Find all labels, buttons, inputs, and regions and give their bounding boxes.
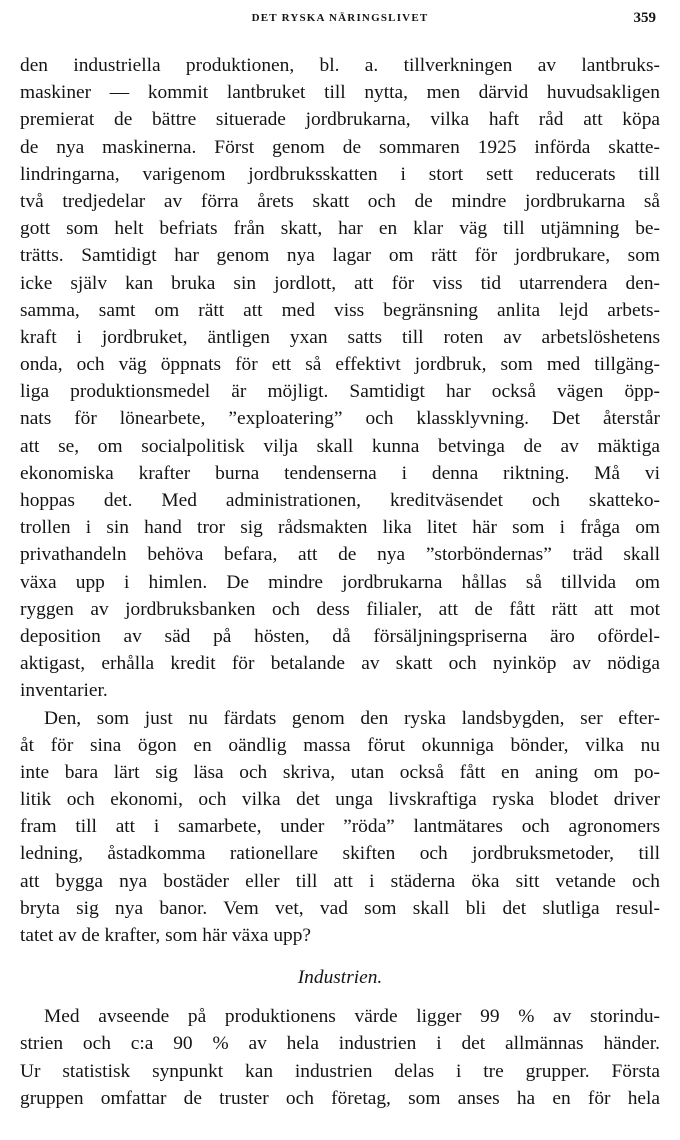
text-line: aktigast, erhålla kredit för betalande av skatt och nyinköp av nödiga <box>20 653 660 675</box>
text-line: privathandeln behöva befara, att de nya ”storböndernas” träd skall <box>20 544 660 566</box>
text-line: åt för sina ögon en oändlig massa förut okunniga bönder, vilka nu <box>20 734 660 756</box>
book-page <box>20 0 660 1140</box>
paragraph-countryside <box>20 705 660 950</box>
text-line: kraft i jordbruket, äntligen yxan satts till roten av arbetslöshetens <box>20 326 660 348</box>
text-line: lindringarna, varigenom jordbruksskatten i stort sett reducerats till <box>20 163 660 185</box>
text-line: Med avseende på produktionens värde ligger 99 % av storindu- <box>44 1006 660 1028</box>
text-line: fram till att i samarbete, under ”röda” lantmätares och agronomers <box>20 816 660 838</box>
text-line: onda, och väg öppnats för ett så effektivt jordbruk, som med tillgäng- <box>20 354 660 376</box>
text-line: deposition av säd på hösten, då försäljningspriserna äro ofördel- <box>20 625 660 647</box>
text-line: inte bara lärt sig läsa och skriva, utan också fått en aning om po- <box>20 761 660 783</box>
running-header <box>20 0 660 52</box>
text-line: strien och c:a 90 % av hela industrien i det allmännas händer. <box>20 1033 660 1055</box>
text-line: tatet av de krafter, som här växa upp? <box>20 925 312 946</box>
text-line: hoppas det. Med administrationen, kreditväsendet och skatteko- <box>20 490 660 511</box>
text-line: litik och ekonomi, och vilka det unga livskraftiga ryska blodet driver <box>20 789 660 811</box>
text-line: trollen i sin hand tror sig rådsmakten lika litet här som i fråga om <box>20 517 660 539</box>
section-heading: Industrien. <box>297 967 383 989</box>
text-line: ryggen av jordbruksbanken och dess filialer, att de fått rätt att mot <box>20 598 660 620</box>
text-line: gott som helt befriats från skatt, har en klar väg till utjämning be- <box>20 218 660 240</box>
text-line: att se, om socialpolitisk vilja skall kunna betvinga de av mäktiga <box>20 435 660 457</box>
running-title: DET RYSKA NÄRINGSLIVET <box>251 12 429 24</box>
paragraph-industry <box>20 1003 660 1112</box>
text-line: gruppen omfattar de truster och företag, som anses ha en för hela <box>20 1087 660 1109</box>
text-line: maskiner — kommit lantbruket till nytta, men därvid huvudsakligen <box>20 82 660 104</box>
text-line: den industriella produktionen, bl. a. tillverkningen av lantbruks- <box>20 55 660 76</box>
text-line: Ur statistisk synpunkt kan industrien delas i tre grupper. Första <box>20 1060 660 1082</box>
text-line: ledning, åstadkomma rationellare skiften och jordbruksmetoder, till <box>20 843 660 865</box>
text-line: nats för lönearbete, ”exploatering” och klassklyvning. Det återstår <box>20 408 660 430</box>
page-number: 359 <box>633 10 656 26</box>
text-line: växa upp i himlen. De mindre jordbrukarna hållas så tillvida om <box>20 571 660 593</box>
text-line: icke själv kan bruka sin jordlott, att för viss tid utarrendera den- <box>20 272 660 294</box>
text-line: ekonomiska krafter burna tendenserna i denna riktning. Må vi <box>20 462 660 484</box>
text-line: trätts. Samtidigt har genom nya lagar om rätt för jordbrukare, som <box>20 245 660 267</box>
paragraph-agriculture <box>20 52 660 705</box>
text-line: de nya maskinerna. Först genom de sommaren 1925 införda skatte- <box>20 136 660 158</box>
text-line: Den, som just nu färdats genom den ryska landsbygden, ser efter- <box>44 707 660 729</box>
text-line: liga produktionsmedel är möjligt. Samtidigt har också vägen öpp- <box>20 381 660 403</box>
text-line: att bygga nya bostäder eller till att i städerna öka sitt vetande och <box>20 870 660 892</box>
text-line: samma, samt om rätt att med viss begränsning anlita lejd arbets- <box>20 299 660 321</box>
text-line: två tredjedelar av förra årets skatt och de mindre jordbrukarna så <box>20 190 660 212</box>
text-line: bryta sig nya banor. Vem vet, vad som skall bli det slutliga resul- <box>20 897 660 919</box>
text-line: inventarier. <box>20 680 108 702</box>
text-line: premierat de bättre situerade jordbrukarna, vilka haft råd att köpa <box>20 109 660 131</box>
